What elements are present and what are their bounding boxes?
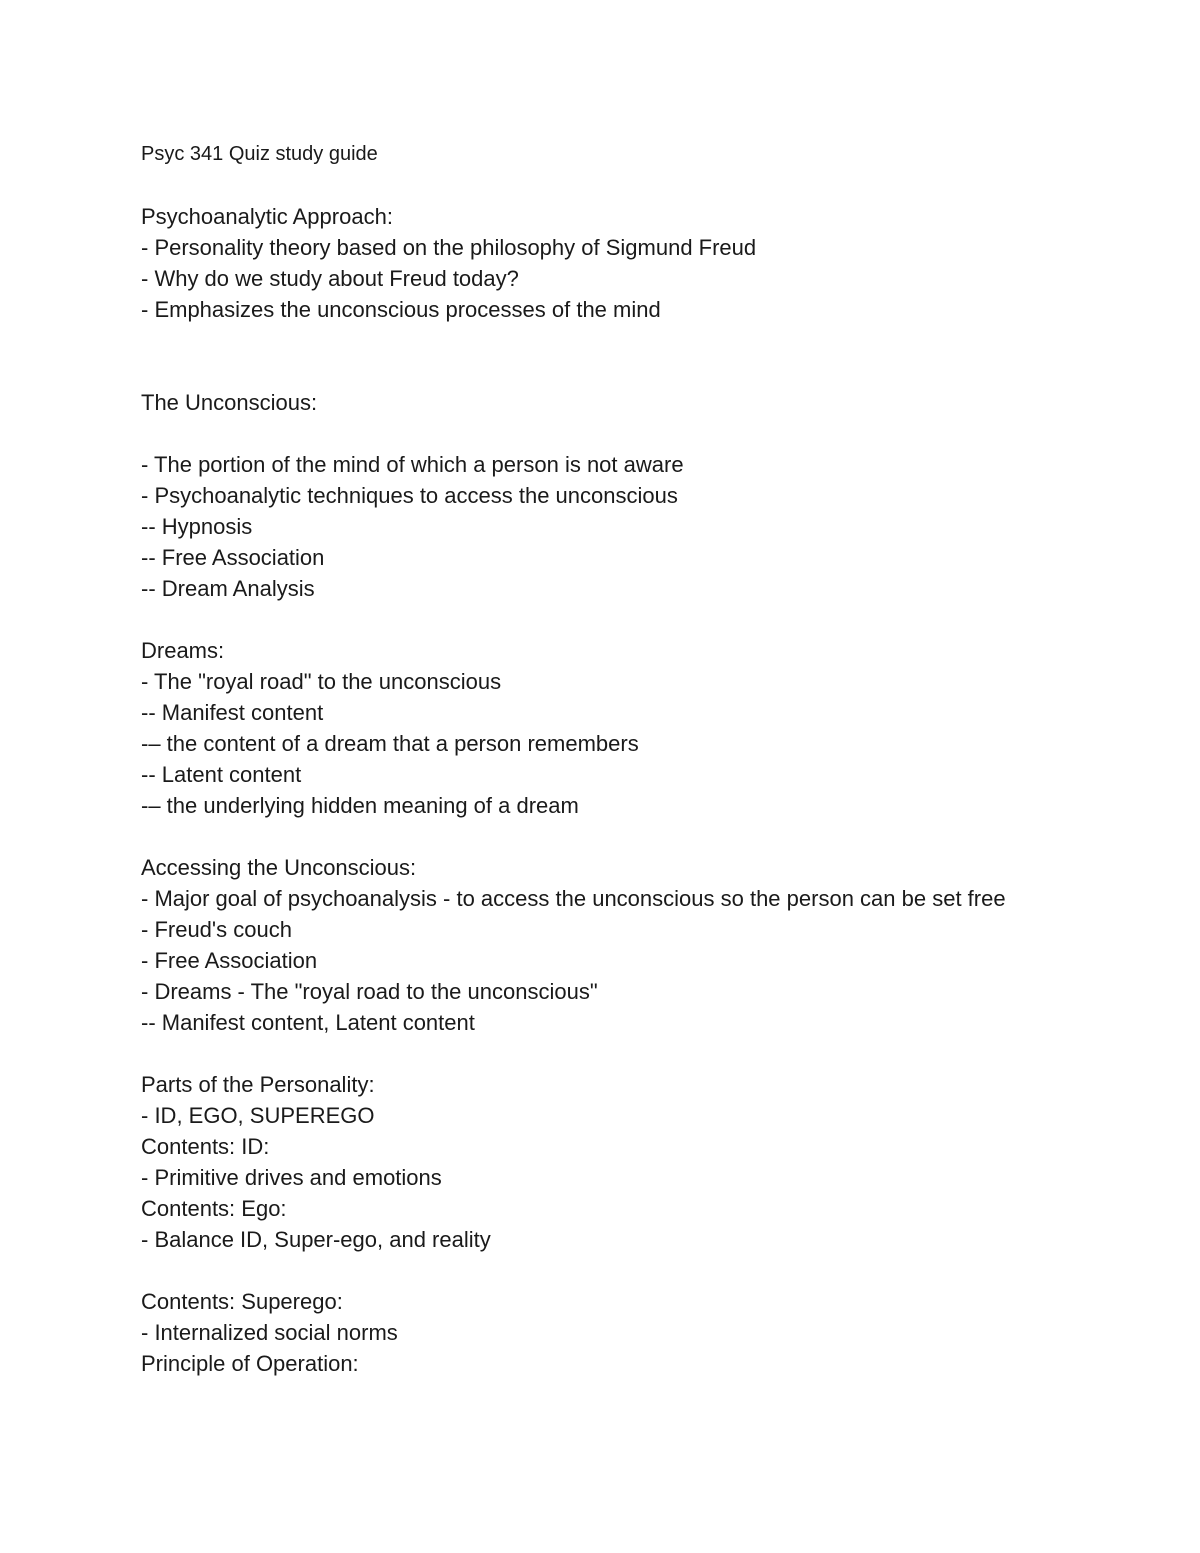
bullet-line: - Internalized social norms <box>141 1320 398 1345</box>
subheading-line: Contents: ID: <box>141 1134 270 1159</box>
blank-line <box>141 325 1041 356</box>
section-heading-psychoanalytic: Psychoanalytic Approach: <box>141 204 393 229</box>
section-heading-dreams: Dreams: <box>141 638 225 663</box>
section-heading-superego: Contents: Superego: <box>141 1289 343 1314</box>
blank-line <box>141 1255 1041 1286</box>
bullet-line: - Free Association <box>141 948 318 973</box>
document-body <box>141 139 1041 1379</box>
sub-bullet-line: -- Hypnosis <box>141 514 253 539</box>
sub-bullet-line: -- Dream Analysis <box>141 576 315 601</box>
blank-line <box>141 1038 1041 1069</box>
subheading-line: Contents: Ego: <box>141 1196 287 1221</box>
bullet-line: - Dreams - The "royal road to the unconscious" <box>141 979 598 1004</box>
bullet-line: - Emphasizes the unconscious processes of the mind <box>141 297 661 322</box>
document-title: Psyc 341 Quiz study guide <box>141 143 378 165</box>
sub-bullet-line: -– the underlying hidden meaning of a dream <box>141 793 579 818</box>
bullet-line: - The "royal road" to the unconscious <box>141 669 502 694</box>
sub-bullet-line: -- Latent content <box>141 762 302 787</box>
bullet-line: - Primitive drives and emotions <box>141 1165 442 1190</box>
blank-line <box>141 821 1041 852</box>
section-heading-parts: Parts of the Personality: <box>141 1072 375 1097</box>
section-heading-unconscious: The Unconscious: <box>141 390 318 415</box>
bullet-line: - The portion of the mind of which a person is not aware <box>141 452 684 477</box>
sub-bullet-line: -– the content of a dream that a person remembers <box>141 731 639 756</box>
blank-line <box>141 418 1041 449</box>
blank-line <box>141 356 1041 387</box>
bullet-line: - ID, EGO, SUPEREGO <box>141 1103 375 1128</box>
section-heading-accessing: Accessing the Unconscious: <box>141 855 417 880</box>
sub-bullet-line: -- Free Association <box>141 545 325 570</box>
blank-line <box>141 604 1041 635</box>
bullet-line: - Balance ID, Super-ego, and reality <box>141 1227 491 1252</box>
bullet-line: - Personality theory based on the philosophy of Sigmund Freud <box>141 235 757 260</box>
bullet-line: - Freud's couch <box>141 917 292 942</box>
bullet-line: - Why do we study about Freud today? <box>141 266 519 291</box>
sub-bullet-line: -- Manifest content <box>141 700 324 725</box>
subheading-line: Principle of Operation: <box>141 1351 359 1376</box>
bullet-line: - Major goal of psychoanalysis - to access the unconscious so the person can be set free <box>141 886 1006 911</box>
blank-line <box>141 170 1041 201</box>
bullet-line: - Psychoanalytic techniques to access the unconscious <box>141 483 678 508</box>
sub-bullet-line: -- Manifest content, Latent content <box>141 1010 475 1035</box>
